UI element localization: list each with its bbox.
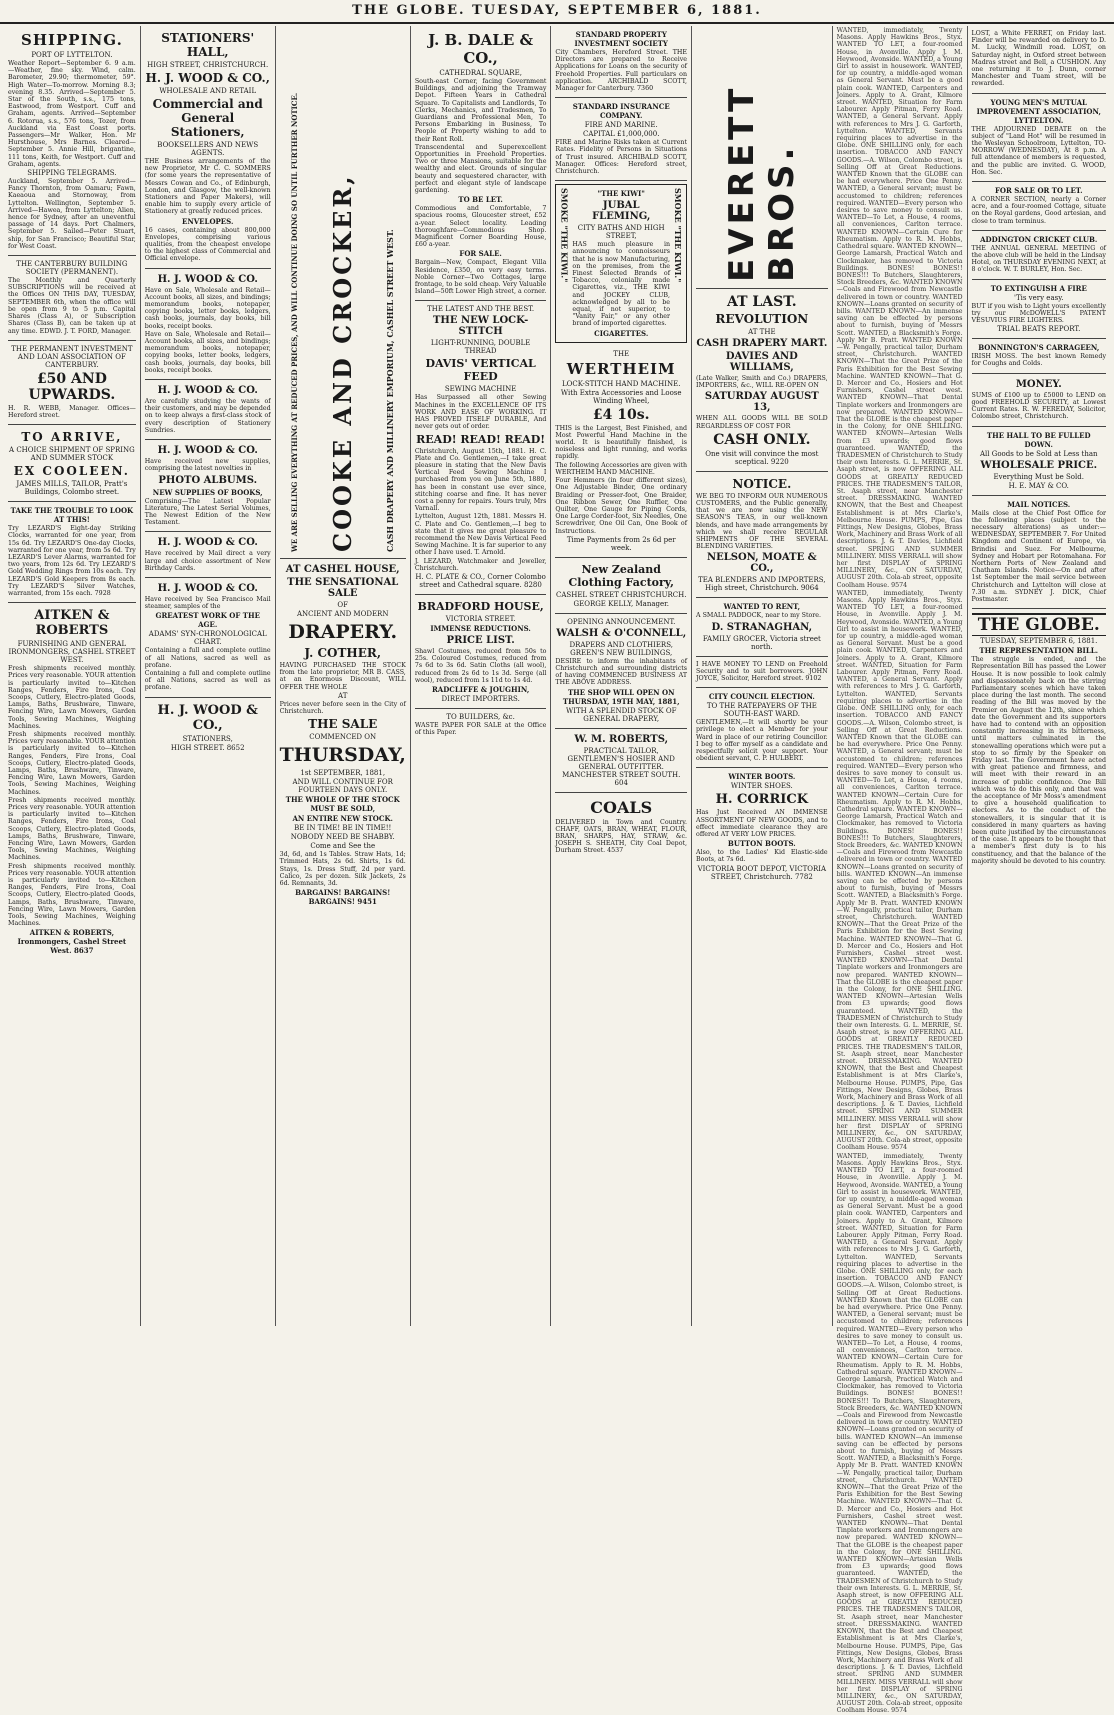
cooke-crocker-vertical-ad	[280, 26, 406, 559]
std-ins-cap: CAPITAL £1,000,000.	[583, 130, 660, 139]
nz-addr: CASHEL STREET CHRISTCHURCH.	[556, 590, 687, 599]
reductions: IMMENSE REDUCTIONS.	[430, 623, 531, 633]
page-columns	[4, 26, 1110, 1715]
at-the: AT THE	[748, 328, 776, 336]
nelson: NELSON, MOATE & CO.,	[706, 552, 817, 575]
davis: DAVIS' VERTICAL FEED	[425, 357, 536, 384]
latest: THE LATEST AND THE BEST.	[427, 305, 535, 314]
bargains: BARGAINS! BARGAINS! BARGAINS! 9451	[295, 888, 391, 907]
dale-body: South-east Corner, facing Government Buildings, and adjoining the Tramway Depot. Fifteen Years in Cathedral Square. To Capitalists and Landlords, To Clerks, Mechanics, and Tradesmen, To Guardians and Professional Men, To Persons Embarking in Business, To People of Property wishing to add to their Rent Roll.	[414, 78, 547, 143]
books-body: Comprising—The Latest Popular Literature, The Latest Serial Volumes, The Newest Edition of the New Testament.	[144, 497, 271, 527]
notice-body: WE BEG TO INFORM OUR NUMEROUS CUSTOMERS, and the Public generally, that we are now using the NEW SEASON'S TEAS, in our well-known blends, and have made arrangements by which we shall receive REGULAR SHIPMENTS OF THE SEVERAL BLENDING VARIETIES.	[696, 492, 828, 551]
wertheim: WERTHEIM	[566, 359, 676, 378]
read: READ! READ! READ!	[416, 432, 546, 446]
thursday: THURSDAY,	[279, 744, 406, 767]
hjw6-name: H. J. WOOD & CO.	[157, 582, 258, 594]
roberts: W. M. ROBERTS,	[574, 733, 669, 745]
waste-paper-ad	[415, 709, 547, 741]
cash-drapery-ad	[696, 289, 828, 472]
column-6	[692, 26, 833, 1326]
hjw2-name: H. J. WOOD & CO.	[157, 273, 258, 285]
mail: MAIL NOTICES.	[1007, 499, 1071, 509]
kiwi-side-left: SMOKE "THE KIWI."	[559, 188, 570, 283]
hjw4-body: Have received new supplies, comprising the latest novelties in	[144, 458, 271, 473]
beats: TRIAL BEATS REPORT.	[997, 325, 1081, 334]
chart-title: GREATEST WORK OF THE AGE.	[155, 611, 260, 630]
forsale-ad	[972, 182, 1107, 231]
bldg-body: The Monthly and Quarterly SUBSCRIPTIONS will be received at the Offices ON THIS DAY, TUESDAY, SEPTEMBER 6th, when the office will be open from 9 to 5 p.m. Capital Shares (Class A), or Subscription Shares (Class B), can be taken up at any time. EDWD. J. T. FORD, Manager.	[8, 277, 136, 335]
stationers-addr: HIGH STREET, CHRISTCHURCH.	[147, 61, 269, 69]
lock-sub: LIGHT-RUNNING, DOUBLE THREAD	[430, 339, 531, 356]
bradford-addr: VICTORIA STREET.	[445, 614, 516, 623]
repbill-title: THE REPRESENTATION BILL.	[979, 646, 1099, 656]
nz-title: New Zealand Clothing Factory,	[568, 562, 674, 589]
stationers-hall-ad	[145, 26, 271, 269]
splendid: WITH A SPLENDID STOCK OF GENERAL DRAPERY,	[566, 706, 677, 723]
perm-sig: H. R. WEBB, Manager. Offices—Hereford street.	[8, 404, 136, 419]
hjw2-body: Have on Sale, Wholesale and Retail—Account books, all sizes, and bindings; memorandum books, notepaper, copying books, letter books, ledgers, cash books, journals, day books, bill books, receipt books.	[144, 286, 271, 330]
money-body: SUMS of £100 up to £5000 to LEND on good FREEHOLD SECURITY, at Lowest Current Rates. R. W. FEREDAY, Solicitor, Colombo street, Christchurch.	[971, 391, 1106, 421]
forsale-body: A CORNER SECTION, nearly a Corner acre, and a four-roomed Cottage, situate on the Royal gardens, Good artesian, and close to tram terminus.	[971, 196, 1106, 225]
hjw3-name: H. J. WOOD & CO.	[157, 385, 258, 397]
walsh-sub: DRAPERS AND CLOTHIERS, GREEN'S NEW BUILDINGS,	[569, 640, 673, 657]
cashel-sub: THE SENSATIONAL SALE	[287, 577, 399, 599]
notice-ad	[696, 472, 828, 599]
hjw-ad-5	[145, 532, 271, 578]
lezard-ad	[8, 502, 136, 603]
aitken-body-repeat: Fresh shipments received monthly. Prices very reasonable. YOUR attention is particularly invited to—Kitchen Ranges, Fenders, Fire Irons, Coal Scoops, Cutlery, Electro-plated Goods, Lamps, Baths, Brushware, Tinware, Fencing Wire, Lawn Mowers, Garden Tools, Sewing Machines, Weighing Machines.	[8, 862, 136, 928]
wertheim-extra: With Extra Accessories and Loose Winding Wheel,	[560, 388, 682, 405]
classified-ads-cont: WANTED, immediately, Twenty Masons. Apply Hawkins Bros., Styx. WANTED TO LET, a four-roomed House, in Avonville. Apply J. M. Heywood, Avonside. WANTED, a Young Girl to assist in housework. WANTED, for up country, a middle-aged woman as General Servant. Must be a good plain cook. WANTED, Carpenters and Joiners. Apply to A. Grant, Kilmore street. WANTED, Situation for Farm Labourer. Apply Pitman, Ferry Road. WANTED, a General Servant. Apply with references to Mrs J. G. Garforth, Lyttelton. WANTED, Servants requiring places to advertise in the Globe. ONE SHILLING only, for each insertion. TOBACCO AND FANCY GOODS.—A. Wilson, Colombo street, is Selling Off at Great Reductions. WANTED Known that the GLOBE can be had everywhere. Price One Penny. WANTED, a General servant; must be accustomed to children; references required. WANTED—Every person who desires to save money to consult us. WANTED—To Let, a House, 4 rooms, all conveniences, Carlton terrace. WANTED KNOWN—Certain Cure for Rheumatism. Apply to R. M. Hobbs, Cathedral square. WANTED KNOWN—George Lamarsh, Practical Watch and Clockmaker, has removed to Victoria Buildings. BONES! BONES!! BONES!!! To Butchers, Slaughterers, Stock Breeders, &c. WANTED KNOWN—Coals and Firewood from Newcastle delivered in town or country. WANTED KNOWN—Loans granted on security of bills. WANTED KNOWN—An immense saving can be effected by persons about to furnish, buying of Messrs Scott. WANTED, a Blacksmith's Forge. Apply Mr B. Pratt. WANTED KNOWN—W. Pengally, practical tailor, Durham street, Christchurch. WANTED KNOWN—That the Great Prize of the Paris Exhibition for the Best Sewing Machine. WANTED KNOWN—That G. D. Mercer and Co., Hosiers and Hot Furnishers, Cashel street west. WANTED KNOWN—That Dental Tinplate workers and Ironmongers are now prepared. WANTED KNOWN—That the GLOBE is the cheapest paper in the Colony, for ONE SHILLING. WANTED KNOWN—Artesian Wells from £3 upwards; good flows guaranteed. WANTED, the TRADESMEN of Christchurch to Study their own Interests. G. L. MERRIE, St. Asaph street, is now OFFERING ALL GOODS at GREATLY REDUCED PRICES. THE TRADESMEN'S TAILOR, St. Asaph street, near Manchester street. DRESSMAKING. WANTED KNOWN, that the Best and Cheapest Establishment is at Mrs Clarke's, Melbourne House. PUMPS, Pipe, Gas Fittings, New Designs, Globes, Brass Work, Machinery and Brass Work of all descriptions. J. & T. Davies, Lichfield street. SPRING AND SUMMER MILLINERY. MISS VERRALL will show her first DISPLAY of SPRING MILLINERY, &c., ON SATURDAY, AUGUST 20th. Cola-ab street, opposite Coolham House. 9574	[836, 1152, 963, 1715]
platt: H. C. PLATE & CO., Corner Colombo street and Cathedral square. 8280	[415, 572, 546, 589]
wanted-rent-ad	[696, 598, 828, 656]
chart-body-repeat: Containing a full and complete outline of all Nations, sacred as well as profane.	[144, 669, 271, 692]
arrive-sig: JAMES MILLS, TAILOR, Pratt's Buildings, Colombo street.	[16, 480, 128, 497]
masthead: THE GLOBE. TUESDAY, SEPTEMBER 6, 1881.	[0, 0, 1114, 24]
telegrams-body: Auckland, September 5. Arrived—Fancy Thornton, from Oamaru; Fawn, Kaeaoua and Stornoway, from Lyttelton. Wellington, September 5. Arrived—Hawea, from Lyttelton; Alien, hence for Sydney, after an uneventful passage of 14 days. Port Chalmers, September 5. Sailed—Peter Stuart, ship, for San Francisco; Beautiful Star, for West Coast.	[8, 178, 136, 250]
port-heading: PORT OF LYTTELTON.	[31, 51, 113, 59]
aitken-sub: FURNISHING AND GENERAL IRONMONGERS, CASHEL STREET WEST.	[8, 640, 136, 665]
wertheim-price: £4 10s.	[592, 406, 650, 423]
aitken-body-repeat: Fresh shipments received monthly. Prices very reasonable. YOUR attention is particularly invited to—Kitchen Ranges, Fenders, Fire Irons, Coal Scoops, Cutlery, Electro-plated Goods, Lamps, Baths, Brushware, Tinware, Fencing Wire, Lawn Mowers, Garden Tools, Sewing Machines, Weighing Machines.	[8, 796, 136, 862]
ymma-body: THE ADJOURNED DEBATE on the subject of "Land Hot" will be resumed in the Wesleyan Schoolroom, Lyttelton, TO-MORROW (WEDNESDAY), At 8 p.m. A full attendance of members is requested, and the public are invited. G. WOOD, Hon. Sec.	[971, 125, 1106, 176]
drapery: DRAPERY.	[288, 621, 398, 643]
arrive-sub: A CHOICE SHIPMENT OF SPRING AND SUMMER STOCK	[9, 446, 135, 463]
addington-ad	[972, 231, 1107, 280]
aitken-sig: AITKEN & ROBERTS, Ironmongers, Cashel Street West. 8637	[17, 928, 127, 956]
bonn: BONNINGTON'S CARRAGEEN,	[978, 343, 1100, 353]
wertheim-sub: LOCK-STITCH HAND MACHINE.	[562, 379, 681, 388]
arrive-ship: EX COOLEEN.	[13, 464, 130, 479]
arrive-title: TO ARRIVE,	[21, 430, 123, 445]
importers: DIRECT IMPORTERS.	[441, 694, 520, 703]
walsh-body: DESIRE to inform the inhabitants of Christchurch and surrounding districts of having COMMENCED BUSINESS AT THE ABOVE ADDRESS.	[555, 657, 688, 687]
builders: TO BUILDERS, &c.	[446, 712, 515, 721]
davis-sub: SEWING MACHINE	[444, 385, 517, 394]
std-prop: STANDARD PROPERTY INVESTMENT SOCIETY	[574, 30, 668, 48]
nz-clothing-ad	[555, 558, 687, 614]
cother: J. COTHER,	[304, 646, 382, 660]
acc-list: Four Hemmers (in four different sizes), One Adjustable Binder, One ordinary Braiding or Presser-foot, One Braider, One Ribbon Sewer, One Ruffler, One Quilter, One Gauge for Piping Cords, One Large Corder-foot, Six Needles, One Screwdriver, One Oil Can, One Book of Instructions.	[555, 477, 688, 535]
hjw-sub2: BOOKSELLERS AND NEWS AGENTS.	[157, 141, 259, 157]
whole-stock: THE WHOLE OF THE STOCK MUST BE SOLD,	[285, 795, 400, 814]
lezard-body: Try LEZARD'S Eight-day Striking Clocks, warranted for one year, from 15s 6d. Try LEZARD'S One-day Clocks, warranted for one year, from 5s 6d. Try LEZARD'S Lever Alarms, warranted for two years, from 12s 6d. Try LEZARD'S Gold Wedding Rings from 10s each. Try LEZARD'S Gold Keepers from 8s each. Try LEZARD'S Silver Watches, warranted, from 15s each. 7928	[8, 525, 136, 597]
kiwi-ad	[555, 184, 687, 342]
permanent-investment-ad	[8, 341, 136, 425]
hjw-name: H. J. WOOD & CO.,	[145, 71, 270, 85]
dale-body2: Transcendental and Superexcellent Opportunities in Freehold Properties. Two or three Mansions, suitable for the wealthy and elect. Grounds of singular beauty and sequestered character, with perfect and elegant style of landscape gardening.	[414, 143, 547, 195]
corrick-ad	[696, 768, 828, 885]
button: BUTTON BOOTS.	[727, 839, 796, 849]
cashel-sub2: ANCIENT AND MODERN	[296, 610, 389, 618]
bonnington-ad	[972, 339, 1107, 373]
cash-only: CASH ONLY.	[713, 431, 811, 448]
vert-main: WE ARE SELLING EVERYTHING AT REDUCED PRICES, AND WILL CONTINUE DOING SO UNTIL FURTHER NOTICE.	[290, 92, 299, 552]
hjw-final-sub: STATIONERS,	[182, 734, 233, 743]
bldg-title: THE CANTERBURY BUILDING SOCIETY (PERMANENT).	[16, 260, 128, 277]
hjw3-body: Are carefully studying the wants of their customers, and may be depended on to keep always a first-class stock of every description of Stationery Sundries.	[144, 398, 271, 434]
continue: AND WILL CONTINUE FOR FOURTEEN DAYS ONLY.	[292, 778, 393, 795]
wertheim-pre: THE	[613, 349, 630, 358]
kiwi-name: JUBAL FLEMING,	[592, 200, 651, 223]
davis-ad	[415, 301, 547, 594]
accessories: The following Accessories are given with WERTHEIM HAND MACHINE.	[555, 461, 688, 476]
hall-body: All Goods to be Sold at Less than	[979, 449, 1098, 458]
roberts-ad	[555, 729, 687, 793]
std-ins-sub: FIRE AND MARINE.	[584, 121, 658, 130]
coals-body: DELIVERED in Town and Country. CHAFF, OATS, BRAN, WHEAT, FLOUR, BRAN, SHARPS, HAY, STRAW, &c. JOSEPH S. SHEATH, City Coal Depot, Durham Street. 4537	[555, 818, 688, 855]
bonn-sub: IRISH MOSS. The best known Remedy for Coughs and Colds.	[971, 353, 1106, 368]
lock: THE NEW LOCK-STITCH	[432, 315, 529, 338]
election-ad	[696, 688, 828, 768]
column-8	[968, 26, 1111, 1326]
may: H. E. MAY & CO.	[1008, 481, 1069, 490]
vesuvius: BUT if you wish to Light yours excellently try our McDOWELL'S PATENT VESUVIUS FIRE LIGHTERS.	[971, 302, 1106, 325]
entire: AN ENTIRE NEW STOCK.	[292, 814, 393, 824]
coals-ad	[555, 793, 687, 860]
cother-body2: Prices never before seen in the City of Christchurch.	[279, 700, 406, 716]
revolution: REVOLUTION	[715, 312, 809, 326]
wertheim-ad	[555, 346, 687, 558]
testimonials: Christchurch, August 15th, 1881. H. C. Plate and Co. Gentlemen,—I take great pleasure in stating that the New Davis Vertical Feed Sewing Machine I purchased from you on June 5th, 1880, has been in constant use ever since, stitching coarse and fine. It has never cost a penny for repairs. Yours truly, Mrs Varnall.	[414, 447, 547, 513]
bradford-prices: Shawl Costumes, reduced from 50s to 25s. Coloured Costumes, reduced from 7s 6d to 3s 6d. Satin Cloths (all wool), reduced from 2s 6d to 1s 3d. Serge (all wool), reduced from 1s 11d to 1s 4d.	[414, 647, 547, 684]
dale-addr: CATHEDRAL SQUARE,	[439, 69, 522, 77]
chart-body: Containing a full and complete outline of all Nations, sacred as well as profane.	[144, 647, 271, 669]
money: MONEY.	[1015, 378, 1062, 390]
shipping-section	[8, 26, 136, 256]
corrick: H. CORRICK	[715, 792, 808, 808]
column-5	[551, 26, 692, 1326]
davis-body: Has Surpassed all other Sewing Machines in the EXCELLENCE OF ITS WORK AND EASE OF WORKING. IT HAS PROVED ITSELF DURABLE, And never gets out of order.	[414, 394, 547, 431]
kiwi-body: HAS much pleasure in announcing to connoisseurs that he is now Manufacturing, on the premises, from the Finest Selected Brands of Tobacco, colonially made Cigarettes, viz., THE KIWI and JOCKEY CLUB, acknowledged by all to be equal, if not superior, to "Vanity Fair," or any other brand of imported cigarettes.	[572, 241, 671, 328]
cashel-house-ad	[280, 559, 406, 911]
wertheim-body: THIS is the Largest, Best Finished, and Most Powerful Hand Machine in the world. It is beautifully finished, is noiseless and light running, and works rapidly.	[555, 424, 688, 461]
aitken-body: Fresh shipments received monthly. Prices very reasonable. YOUR attention is particularly invited to—Kitchen Ranges, Fenders, Fire Irons, Coal Scoops, Cutlery, Electro-plated Goods, Lamps, Baths, Brushware, Tinware, Fencing Wire, Lawn Mowers, Garden Tools, Sewing Machines, Weighing Machines.	[8, 665, 136, 730]
shabby: NOBODY NEED BE SHABBY.	[290, 833, 395, 842]
column-3	[276, 26, 411, 1326]
loan-ad	[696, 657, 828, 689]
prices: 3d, 6d, and 1s Tables. Straw Hats, 1d; Trimmed Hats, 2s 6d. Shirts, 1s 6d. Stays, 1s. Dress Stuff, 2d per yard. Calico, 2s per dozen. Silk Jackets, 2s 6d. Remnants, 3d.	[279, 851, 406, 888]
cother-at: AT	[338, 691, 348, 700]
hjw-final-name: H. J. WOOD & CO.,	[157, 702, 258, 733]
perm-title: THE PERMANENT INVESTMENT AND LOAN ASSOCIATION OF CANTERBURY.	[11, 344, 133, 369]
notice: NOTICE.	[732, 476, 792, 491]
cother-body: HAVING PURCHASED THE STOCK from the late proprietor, MR B. CASS, at an Enormous Discount, WILL OFFER THE WHOLE	[279, 662, 406, 691]
column-7	[833, 26, 968, 1715]
loan: I HAVE MONEY TO LEND on Freehold Security and to suit borrowers. JOHN JOYCE, Solicitor, Hereford street. 9102	[696, 660, 828, 683]
hall: THE HALL TO BE FULLED DOWN.	[986, 430, 1091, 449]
dale-title: J. B. DALE & CO.,	[428, 31, 534, 67]
globe-editorial-title: THE GLOBE.	[972, 613, 1107, 636]
nelson-sub: TEA BLENDERS AND IMPORTERS, High street, Christchurch. 9064	[698, 576, 826, 593]
shipping-title: SHIPPING.	[20, 31, 123, 49]
telegrams-title: SHIPPING TELEGRAMS.	[27, 169, 117, 178]
hjw-final-ad	[145, 698, 271, 757]
bradford-ad	[415, 595, 547, 709]
kiwi-side-right: SMOKE "THE KIWI."	[673, 188, 684, 283]
everything: Everything Must be Sold.	[993, 472, 1084, 481]
roberts-sub: PRACTICAL TAILOR, GENTLEMEN'S HOSIER AND GENERAL OUTFITTER. MANCHESTER STREET SOUTH. 604	[562, 746, 681, 787]
addington-body: THE ANNUAL GENERAL MEETING of the above club will be held in the Lindsay Hotel, on THURSDAY EVENING NEXT, at 8 o'clock. W. T. BURLEY, Hon. Sec.	[971, 244, 1106, 274]
addington: ADDINGTON CRICKET CLUB.	[980, 234, 1098, 244]
shop-open: THE SHOP WILL OPEN ON THURSDAY, 19TH MAY, 1881,	[562, 687, 680, 706]
column-2	[141, 26, 276, 1326]
see: Come and See the	[310, 842, 376, 851]
winter: WINTER BOOTS.	[728, 772, 796, 782]
sale: THE SALE	[308, 717, 378, 732]
wholesale: WHOLESALE PRICE.	[980, 459, 1098, 471]
money-ad	[972, 374, 1107, 427]
cashel-title: AT CASHEL HOUSE,	[285, 564, 400, 575]
perm-amount: £50 AND UPWARDS.	[28, 370, 116, 403]
hjw5-body: Have received by Mail direct a very large and choice assortment of New Birthday Cards.	[144, 550, 271, 572]
hjw4-name: H. J. WOOD & CO.	[157, 445, 258, 457]
paddock: A SMALL PADDOCK, near to my Store.	[696, 612, 822, 620]
hall-ad	[972, 427, 1107, 496]
everett-bros: EVERETT BROS.	[721, 84, 802, 282]
let-title: TO BE LET.	[458, 195, 503, 205]
lost-body: LOST, a White FERRET, on Friday last. Finder will be rewarded on delivery to D. M. Lucky, Windmill road. LOST, on Saturday night, in Oxford street between Madras street and Bell, a CUSHION. Any one returning it to J. Dunn, corner Manchester and Tuam street, will be rewarded.	[971, 30, 1106, 88]
nz-mgr: GEORGE KELLY, Manager.	[573, 599, 669, 608]
column-4	[411, 26, 552, 1326]
strang: D. STRANAGHAN,	[711, 621, 813, 633]
kiwi-addr: CITY BATHS AND HIGH STREET,	[577, 224, 665, 241]
watchmaker: J. LEZARD, Watchmaker and Jeweller, Christchurch.	[414, 557, 547, 572]
sale-sub: COMMENCED ON	[309, 733, 377, 742]
let-body: Commodious and Comfortable, 7 spacious rooms, Gloucester street, £52 a-year. Select locality. Leading thoroughfare—Commodious Shop. Magnificent Corner Boarding House, £60 a-year.	[414, 205, 547, 249]
time-pay: Time Payments from 2s 6d per week.	[566, 535, 676, 552]
shipping-body: Weather Report—September 6. 9 a.m.—Weather, fine sky. Wind, calm. Barometer, 29.90; thermometer, 59°. High Water—To-morrow. Morning 8.3; evening 8.35. Arrived—September 5. Star of the South, s.s., 175 tons, Eastwood, from Westport. Cuff and Graham, agents. Arrived—September 6. Rotorua, s.s., 576 tons, Tozer, from Auckland via East Coast ports. Passengers—Mr Walker, Hon. Mr Hursthouse, Mrs Barnes. Cleared—September 5. Annie Hill, brigantine, 111 tons, Keith, for Westport. Cuff and Graham, agents.	[8, 60, 136, 168]
std-prop-body: City Chambers, Hereford Street. THE Directors are prepared to Receive Applications for Loans on the security of Freehold Properties. Full particulars on application. ARCHIBALD SCOTT, Manager for Canterbury. 7360	[555, 49, 688, 93]
strang-sub: FAMILY GROCER, Victoria street north.	[702, 634, 821, 651]
env-title: ENVELOPES.	[182, 216, 234, 226]
wanted-rent: WANTED TO RENT,	[723, 602, 801, 612]
albums: PHOTO ALBUMS.	[158, 474, 258, 486]
hjw-body: THE Business arrangements of the new Proprietor, Mr C. C. SOMMERS (for some years the representative of Messrs Cowan and Co., of Edinburgh, London, and Glasgow, the well-known Stationers and Paper Makers), will enable him to supply every article of Stationery at greatly reduced prices.	[144, 158, 271, 216]
column-1	[4, 26, 141, 1326]
time: BE IN TIME! BE IN TIME!!	[294, 824, 392, 833]
classified-ads-cont: WANTED, immediately, Twenty Masons. Apply Hawkins Bros., Styx. WANTED TO LET, a four-roomed House, in Avonville. Apply J. M. Heywood, Avonside. WANTED, a Young Girl to assist in housework. WANTED, for up country, a middle-aged woman as General Servant. Must be a good plain cook. WANTED, Carpenters and Joiners. Apply to A. Grant, Kilmore street. WANTED, Situation for Farm Labourer. Apply Pitman, Ferry Road. WANTED, a General Servant. Apply with references to Mrs J. G. Garforth, Lyttelton. WANTED, Servants requiring places to advertise in the Globe. ONE SHILLING only, for each insertion. TOBACCO AND FANCY GOODS.—A. Wilson, Colombo street, is Selling Off at Great Reductions. WANTED Known that the GLOBE can be had everywhere. Price One Penny. WANTED, a General servant; must be accustomed to children; references required. WANTED—Every person who desires to save money to consult us. WANTED—To Let, a House, 4 rooms, all conveniences, Carlton terrace. WANTED KNOWN—Certain Cure for Rheumatism. Apply to R. M. Hobbs, Cathedral square. WANTED KNOWN—George Lamarsh, Practical Watch and Clockmaker, has removed to Victoria Buildings. BONES! BONES!! BONES!!! To Butchers, Slaughterers, Stock Breeders, &c. WANTED KNOWN—Coals and Firewood from Newcastle delivered in town or country. WANTED KNOWN—Loans granted on security of bills. WANTED KNOWN—An immense saving can be effected by persons about to furnish, buying of Messrs Scott. WANTED, a Blacksmith's Forge. Apply Mr B. Pratt. WANTED KNOWN—W. Pengally, practical tailor, Durham street, Christchurch. WANTED KNOWN—That the Great Prize of the Paris Exhibition for the Best Sewing Machine. WANTED KNOWN—That G. D. Mercer and Co., Hosiers and Hot Furnishers, Cashel street west. WANTED KNOWN—That Dental Tinplate workers and Ironmongers are now prepared. WANTED KNOWN—That the GLOBE is the cheapest paper in the Colony, for ONE SHILLING. WANTED KNOWN—Artesian Wells from £3 upwards; good flows guaranteed. WANTED, the TRADESMEN of Christchurch to Study their own Interests. G. L. MERRIE, St. Asaph street, is now OFFERING ALL GOODS at GREATLY REDUCED PRICES. THE TRADESMEN'S TAILOR, St. Asaph street, near Manchester street. DRESSMAKING. WANTED KNOWN, that the Best and Cheapest Establishment is at Mrs Clarke's, Melbourne House. PUMPS, Pipe, Gas Fittings, New Designs, Globes, Brass Work, Machinery and Brass Work of all descriptions. J. & T. Davies, Lichfield street. SPRING AND SUMMER MILLINERY. MISS VERRALL will show her first DISPLAY of SPRING MILLINERY, &c., ON SATURDAY, AUGUST 20th. Cola-ab street, opposite Coolham House. 9574	[836, 589, 963, 1152]
walsh-ad	[555, 614, 687, 729]
lost-ads	[972, 26, 1107, 94]
dale-ad	[415, 26, 547, 301]
corrick-body: Has Just Received AN IMMENSE ASSORTMENT OF NEW GOODS, and to effect immediate clearance they are offered AT VERY LOW PRICES.	[696, 809, 828, 839]
hjw-ad-6	[145, 578, 271, 698]
globe-date: TUESDAY, SEPTEMBER 6, 1881.	[980, 637, 1098, 646]
hjw-ad-4	[145, 440, 271, 532]
hjw-final-addr: HIGH STREET. 8652	[170, 743, 245, 752]
hjw2-body-repeat: Have on Sale, Wholesale and Retail—Account books, all sizes, and bindings; memorandum books, notepaper, copying books, letter books, ledgers, cash books, journals, day books, bill books, receipt books.	[144, 330, 271, 374]
aitken-title: AITKEN & ROBERTS	[34, 608, 110, 639]
coals: COALS	[590, 797, 653, 817]
extinguish: TO EXTINGUISH A FIRE	[990, 283, 1087, 293]
extinguish-sub: 'Tis very easy.	[1014, 293, 1064, 302]
date: 1st SEPTEMBER, 1881,	[300, 769, 386, 778]
vesuvius-ad	[972, 280, 1107, 340]
hjw-ad-3	[145, 380, 271, 440]
davies: DAVIES AND WILLIAMS,	[725, 351, 798, 373]
bradford: BRADFORD HOUSE,	[417, 599, 544, 613]
std-ins-body: FIRE and Marine Risks taken at Current Rates. Fidelity of Persons in Situations of Trust insured. ARCHIBALD SCOTT, Manager. Offices: Hereford street, Christchurch.	[555, 139, 688, 176]
books-title: NEW SUPPLIES OF BOOKS,	[152, 487, 263, 497]
visit: One visit will convince the most sceptical. 9220	[705, 449, 819, 466]
classified-ads: WANTED, immediately, Twenty Masons. Apply Hawkins Bros., Styx. WANTED TO LET, a four-roomed House, in Avonville. Apply J. M. Heywood, Avonside. WANTED, a Young Girl to assist in housework. WANTED, for up country, a middle-aged woman as General Servant. Must be a good plain cook. WANTED, Carpenters and Joiners. Apply to A. Grant, Kilmore street. WANTED, Situation for Farm Labourer. Apply Pitman, Ferry Road. WANTED, a General Servant. Apply with references to Mrs J. G. Garforth, Lyttelton. WANTED, Servants requiring places to advertise in the Globe. ONE SHILLING only, for each insertion. TOBACCO AND FANCY GOODS.—A. Wilson, Colombo street, is Selling Off at Great Reductions. WANTED Known that the GLOBE can be had everywhere. Price One Penny. WANTED, a General servant; must be accustomed to children; references required. WANTED—Every person who desires to save money to consult us. WANTED—To Let, a House, 4 rooms, all conveniences, Carlton terrace. WANTED KNOWN—Certain Cure for Rheumatism. Apply to R. M. Hobbs, Cathedral square. WANTED KNOWN—George Lamarsh, Practical Watch and Clockmaker, has removed to Victoria Buildings. BONES! BONES!! BONES!!! To Butchers, Slaughterers, Stock Breeders, &c. WANTED KNOWN—Coals and Firewood from Newcastle delivered in town or country. WANTED KNOWN—Loans granted on security of bills. WANTED KNOWN—An immense saving can be effected by persons about to furnish, buying of Messrs Scott. WANTED, a Blacksmith's Forge. Apply Mr B. Pratt. WANTED KNOWN—W. Pengally, practical tailor, Durham street, Christchurch. WANTED KNOWN—That the Great Prize of the Paris Exhibition for the Best Sewing Machine. WANTED KNOWN—That G. D. Mercer and Co., Hosiers and Hot Furnishers, Cashel street west. WANTED KNOWN—That Dental Tinplate workers and Ironmongers are now prepared. WANTED KNOWN—That the GLOBE is the cheapest paper in the Colony, for ONE SHILLING. WANTED KNOWN—Artesian Wells from £3 upwards; good flows guaranteed. WANTED, the TRADESMEN of Christchurch to Study their own Interests. G. L. MERRIE, St. Asaph street, is now OFFERING ALL GOODS at GREATLY REDUCED PRICES. THE TRADESMEN'S TAILOR, St. Asaph street, near Manchester street. DRESSMAKING. WANTED KNOWN, that the Best and Cheapest Establishment is at Mrs Clarke's, Melbourne House. PUMPS, Pipe, Gas Fittings, New Designs, Globes, Brass Work, Machinery and Brass Work of all descriptions. J. & T. Davies, Lichfield street. SPRING AND SUMMER MILLINERY. MISS VERRALL will show her first DISPLAY of SPRING MILLINERY, &c., ON SATURDAY, AUGUST 20th. Cola-ab street, opposite Coolham House. 9574	[836, 27, 963, 589]
at-last: AT LAST.	[726, 294, 797, 310]
standard-insurance-ad	[555, 98, 687, 181]
editorial-body: The struggle is ended, and the Representation Bill has passed the Lower House. It is now possible to look calmly and dispassionately back on the stirring Parliamentary scenes which have taken place during the last month. The second reading of the Bill was moved by the Premier on August the 12th, since which date the Government and its supporters have had to contend with an opposition constantly increasing in its bitterness, until matters culminated in the stonewalling operations which were put a stop to so firmly by the Speaker on Friday last. The Government have acted with great patience and firmness, and will meet with their reward in an increase of public confidence. One Bill which was to do this only, and that was the acceptance of Mr Moss's amendment to give a household qualification to electors. As to the conduct of the stonewallers, it is singular that it is considered in many quarters as having been quite justified by the circumstances of the case. It appears to be thought that a member's first duty is to his constituency, and that the balance of the majority should be devoted to his country.	[971, 656, 1106, 865]
stationers-title: STATIONERS' HALL,	[161, 31, 255, 59]
hjw-ad-2	[145, 269, 271, 380]
kiwi-title: "THE KIWI"	[597, 189, 645, 199]
to-arrive-ad	[8, 425, 136, 502]
ymma-ad	[972, 94, 1107, 182]
walsh: WALSH & O'CONNELL,	[556, 627, 687, 639]
everett-vertical-ad	[696, 26, 828, 289]
saturday: SATURDAY AUGUST 13,	[704, 391, 819, 414]
mail-notices	[972, 496, 1107, 610]
mart: CASH DRAPERY MART.	[696, 338, 828, 349]
chart-name: ADAMS' SYN-CHRONOLOGICAL CHART.	[148, 630, 267, 647]
hjw6-body: Have received by Sea Francisco Mail steamer, samples of the	[144, 595, 271, 611]
forsale: FOR SALE OR TO LET.	[994, 186, 1083, 196]
kiwi-center	[572, 188, 670, 338]
standard-property-ad	[555, 26, 687, 98]
depot: VICTORIA BOOT DEPOT, VICTORIA STREET, Christchurch. 7782	[697, 864, 827, 881]
radcliffe: RADCLIFFE & JOUGHIN,	[431, 684, 530, 694]
cigarettes: CIGARETTES.	[594, 328, 649, 338]
waste: WASTE PAPER FOR SALE at the Office of this Paper.	[414, 721, 547, 737]
ratepayers: TO THE RATEPAYERS OF THE SOUTH-EAST WARD.	[706, 702, 817, 719]
hjw-big: Commercial and General Stationers,	[152, 97, 263, 139]
aitken-ad	[8, 603, 136, 960]
mail-body: Mails close at the Chief Post Office for the following places (subject to the necessary alterations) as under:— WEDNESDAY, SEPTEMBER 7. For United Kingdom and Continent of Europe, via Brindisi and Suez. For Melbourne, Sydney and Hobart per Rotomahana. For Northern Ports of New Zealand and Chatham Islands. Notice—On and after 1st September the mail service between Christchurch and Lyttelton will close at 7.30 a.m. SYDNEY J. DICK, Chief Postmaster.	[971, 509, 1106, 603]
pricelist: PRICE LIST.	[446, 634, 515, 646]
lezard-title: TAKE THE TROUBLE TO LOOK AT THIS!	[10, 506, 134, 525]
ymma: YOUNG MEN'S MUTUAL IMPROVEMENT ASSOCIATION, LYTTELTON.	[976, 97, 1101, 125]
sale-body: Bargain—New, Compact, Elegant Villa Residence, £350, on very easy terms. Noble Corner—Two Cottages, large frontage, to be sold cheap. Very Valuable Island—50ft Lower High street, a corner.	[414, 259, 547, 296]
env-body: 16 cases, containing about 800,000 Envelopes, comprising various qualities, from the cheapest envelope to the highest class of Commercial and Official envelope.	[144, 226, 271, 263]
vert-sub: CASH DRAPERY AND MILLINERY EMPORIUM, CASHEL STREET WEST.	[385, 229, 396, 552]
election-body: GENTLEMEN,—It will shortly be your privilege to elect a Member for your Ward in place of our retiring Councillor. I beg to offer myself as a candidate and respectfully solicit your support. Your obedient servant, C. P. HULBERT.	[696, 719, 828, 763]
hjw-sub: WHOLESALE AND RETAIL	[159, 87, 257, 95]
winter-sub: WINTER SHOES.	[730, 782, 793, 791]
testimonials2: Lyttelton, August 12th, 1881. Messrs H. C. Plate and Co. Gentlemen,—I beg to state that it gives me great pleasure to recommend the New Davis Vertical Feed Sewing Machine. It is far superior to any other I have used. T. Arnold.	[414, 513, 547, 557]
elastic: Also, to the Ladies' Kid Elastic-side Boots, at 7s 6d.	[696, 849, 828, 864]
reduced: WHEN ALL GOODS WILL BE SOLD REGARDLESS OF COST FOR	[696, 415, 828, 430]
vert-name: COOKE AND CROCKER,	[327, 173, 357, 552]
hjw5-name: H. J. WOOD & CO.	[157, 537, 258, 549]
opening: OPENING ANNOUNCEMENT.	[567, 617, 676, 626]
sale-title: FOR SALE.	[459, 249, 502, 259]
election: CITY COUNCIL ELECTION.	[708, 692, 815, 702]
cashel-of: OF	[337, 601, 349, 609]
davies-sub: (Late Walker, Smith and Co.) DRAPERS, IMPORTERS, &c., WILL RE-OPEN ON	[696, 375, 828, 390]
aitken-body-repeat: Fresh shipments received monthly. Prices very reasonable. YOUR attention is particularly invited to—Kitchen Ranges, Fenders, Fire Irons, Coal Scoops, Cutlery, Electro-plated Goods, Lamps, Baths, Brushware, Tinware, Fencing Wire, Lawn Mowers, Garden Tools, Sewing Machines, Weighing Machines.	[8, 730, 136, 796]
std-ins: STANDARD INSURANCE COMPANY.	[572, 102, 670, 121]
building-society-ad	[8, 256, 136, 341]
